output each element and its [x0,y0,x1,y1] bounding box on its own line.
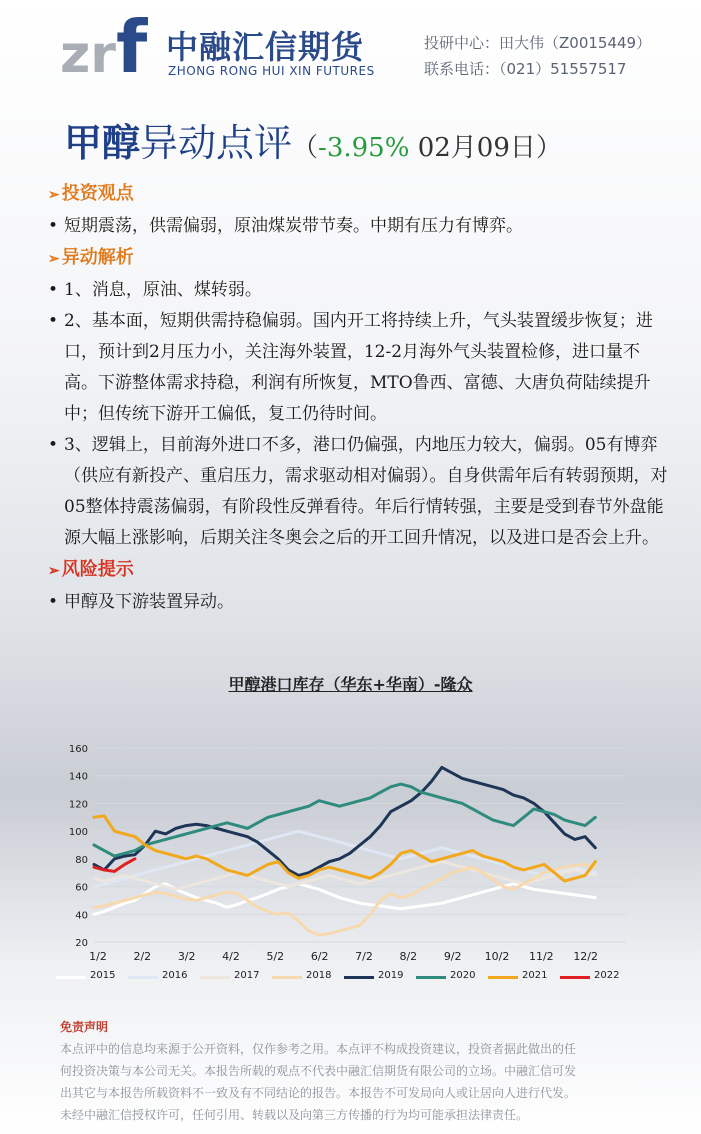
legend-swatch [560,976,590,979]
x-tick-label: 8/2 [399,950,418,963]
legend-swatch [488,976,518,979]
contact-phone: 联系电话：（021）51557517 [424,60,627,78]
page-title [64,112,562,167]
series-line-2020 [94,784,595,856]
legend-label: 2018 [306,970,332,981]
legend-label: 2021 [522,970,548,981]
y-tick-label: 20 [75,938,88,949]
chart-title: 甲醇港口库存（华东+华南）-隆众 [228,675,473,694]
x-tick-label: 6/2 [310,950,329,963]
company-logo-icon [60,10,160,80]
company-name-en: ZHONG RONG HUI XIN FUTURES [168,64,375,78]
series-line-2021 [94,816,595,881]
y-tick-label: 100 [68,827,88,839]
legend-label: 2015 [90,970,116,981]
x-tick-label: 9/2 [443,950,462,963]
report-header [0,0,701,96]
title-product: 甲醇 [64,121,141,165]
arrow-icon: ➢ [48,563,60,579]
legend-label: 2019 [378,970,404,981]
y-tick-label: 140 [68,771,88,783]
legend-label: 2017 [234,970,260,981]
arrow-icon: ➢ [48,251,60,267]
title-paren: （ [292,133,319,163]
svg-text:zr: zr [60,25,116,80]
disclaimer-heading: 免责声明 [60,1020,109,1034]
analysis-bullet-2: • 2、基本面，短期供需持稳偏弱。国内开工将持续上升，气头装置缓步恢复；进口，预计到2月压力小，关注海外装置，12-2月海外气头装置检修，进口量不高。下游整体需求持稳，利润有所恢复，MTO鲁西、富德、大唐负荷陆续提升中；但传统下游开工偏低，复工仍待时间。 [48,306,668,430]
bullet-icon: • [48,592,59,612]
bullet-icon: • [48,216,59,236]
contact-researcher: 投研中心：田大伟（Z0015449） [424,34,652,52]
arrow-icon: ➢ [48,187,60,203]
bullet-icon: • [48,311,59,331]
x-tick-label: 12/2 [573,950,599,963]
company-name-cn: 中融汇信期货 [166,28,365,66]
disclaimer-line-4: 未经中融汇信授权许可，任何引用、转载以及向第三方传播的行为均可能承担法律责任。 [60,1108,529,1122]
title-suffix: 异动点评 [140,121,293,165]
section-heading-risk: ➢ 风险提示 [48,559,134,580]
analysis-bullet-1: • 1、消息，原油、煤转弱。 [48,275,668,306]
inventory-line-chart [60,700,650,1000]
x-tick-label: 3/2 [177,950,196,963]
x-tick-label: 2/2 [133,950,152,963]
legend-swatch [200,976,230,979]
x-tick-label: 4/2 [222,950,240,963]
disclaimer-line-2: 何投资决策与本公司无关。本报告所载的观点不代表中融汇信期货有限公司的立场。中融汇信可发 [60,1064,577,1078]
y-tick-label: 60 [75,882,88,894]
legend-swatch [56,976,86,979]
report-content [48,178,668,618]
chart-legend [60,968,660,988]
title-change: -3.95% [318,133,410,163]
x-tick-label: 7/2 [355,950,373,963]
x-tick-label: 1/2 [89,950,107,963]
contact-block [424,30,651,82]
bullet-icon: • [48,435,59,455]
legend-label: 2020 [450,970,476,981]
y-tick-label: 160 [68,744,88,755]
section-heading-analysis: ➢ 异动解析 [48,247,134,268]
title-date: 02月09日） [409,133,562,163]
disclaimer-line-3: 出其它与本报告所载资料不一致及有不同结论的报告。本报告不可发局向人或让居向人进行代发。 [60,1086,577,1100]
section-heading-view: ➢ 投资观点 [48,183,134,204]
legend-label: 2016 [162,970,188,981]
x-tick-label: 10/2 [484,950,510,963]
analysis-bullet-3: • 3、逻辑上，目前海外进口不多，港口仍偏强，内地压力较大，偏弱。05有博弈（供应有新投产、重启压力，需求驱动相对偏弱）。自身供需年后有转弱预期，对05整体持震荡偏弱，有阶段性反弹看待。年后行情转强，主要是受到春节外盘能源大幅上涨影响，后期关注冬奥会之后的开工回升情况，以及进口是否会上升。 [48,430,668,554]
y-tick-label: 80 [75,854,88,866]
disclaimer [60,1016,650,1126]
view-bullet: • 短期震荡，供需偏弱，原油煤炭带节奏。中期有压力有博弈。 [48,211,668,242]
svg-text:f: f [116,10,148,80]
x-tick-label: 5/2 [266,950,285,963]
bullet-icon: • [48,280,59,300]
legend-swatch [344,976,374,979]
legend-swatch [416,976,446,979]
legend-label: 2022 [594,970,620,981]
y-tick-label: 40 [75,910,88,922]
y-tick-label: 120 [68,799,88,811]
x-tick-label: 11/2 [528,950,554,963]
disclaimer-line-1: 本点评中的信息均来源于公开资料，仅作参考之用。本点评不构成投资建议，投资者据此做出的任 [60,1042,577,1056]
legend-swatch [128,976,158,979]
legend-swatch [272,976,302,979]
risk-bullet: • 甲醇及下游装置异动。 [48,587,668,618]
